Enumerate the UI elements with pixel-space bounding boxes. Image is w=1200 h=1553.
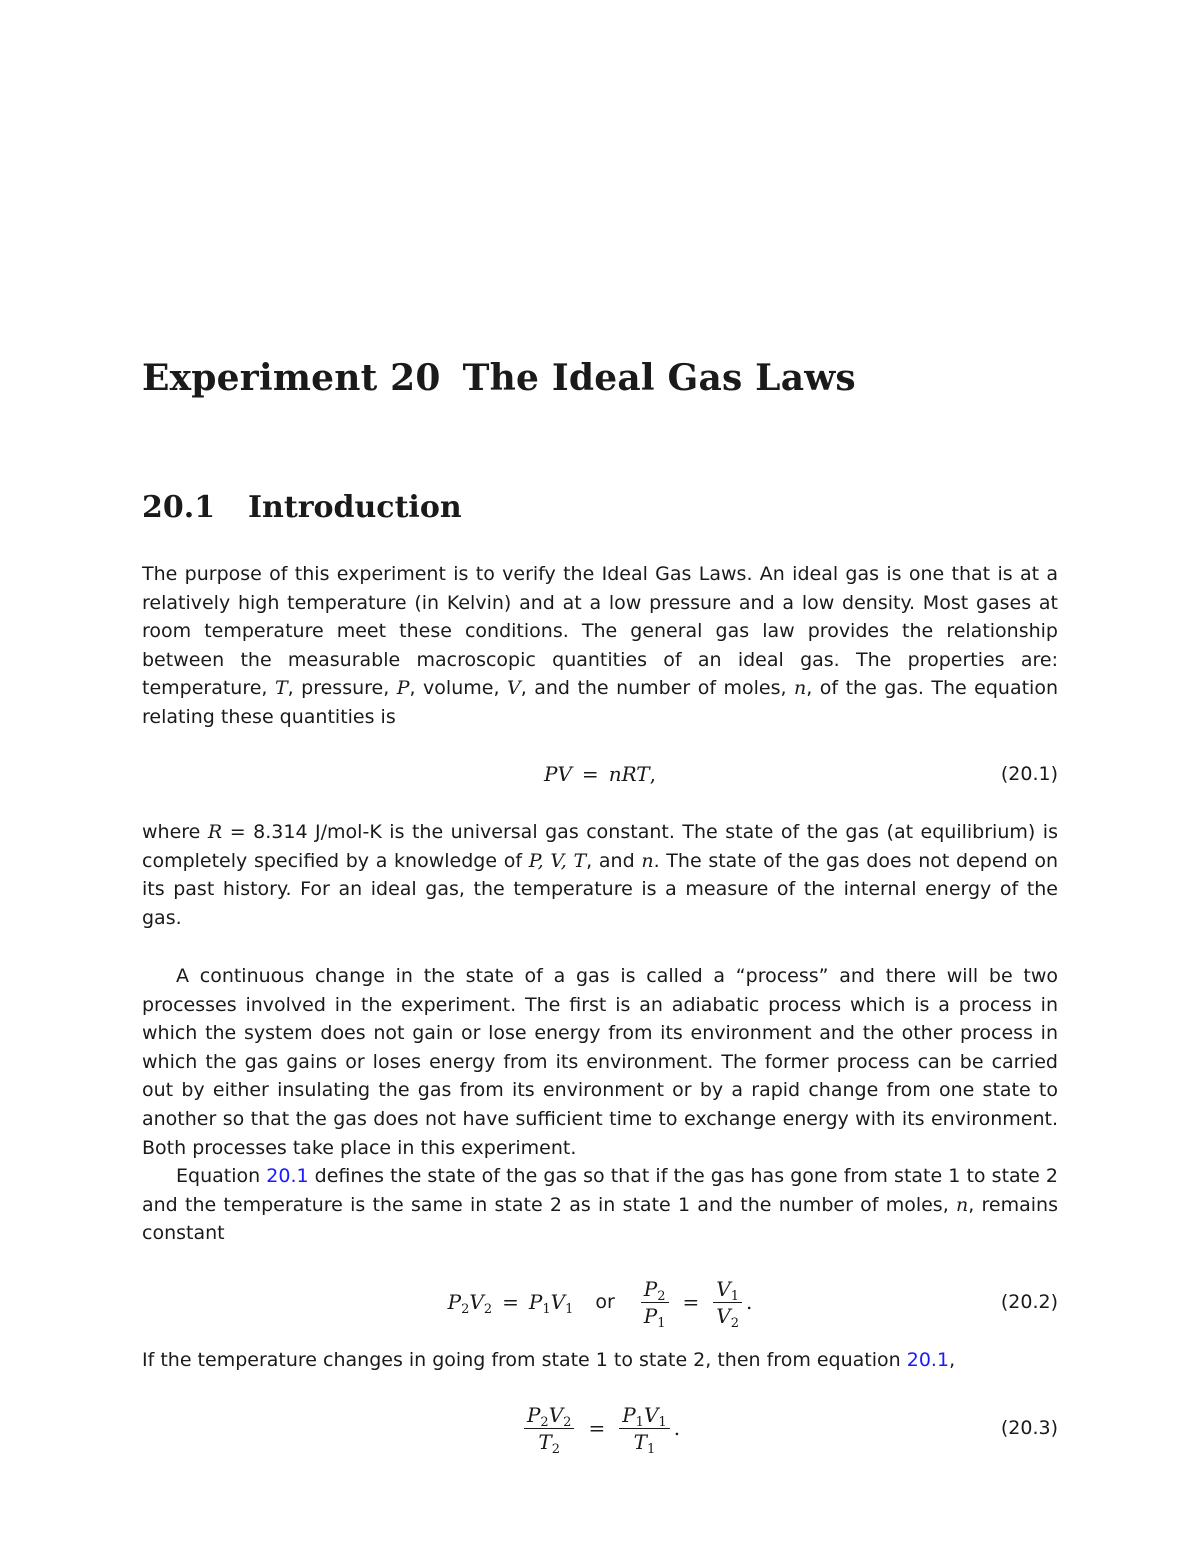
chapter-title-text: The Ideal Gas Laws: [462, 357, 856, 399]
paragraph-temperature-change: [142, 1346, 1058, 1375]
equation-20-3: [142, 1398, 1058, 1458]
equation-body: [142, 1398, 1058, 1458]
math-symbol: P, V, T: [528, 849, 587, 872]
fraction-pressure: $\frac{P_2}{P_1}$: [641, 1278, 669, 1327]
equation-reference-link[interactable]: 20.1: [906, 1349, 950, 1371]
paragraph-text: where: [142, 821, 208, 843]
equals-sign: =: [581, 762, 599, 786]
section-heading: [142, 490, 462, 525]
equation-rhs: $P_1V_1$: [528, 1290, 574, 1317]
equation-number: (20.2): [1000, 1291, 1058, 1313]
equation-lhs: $P_2V_2$: [447, 1290, 493, 1317]
equation-lhs: PV: [544, 762, 572, 786]
paragraph-text: , remains constant: [142, 1193, 1058, 1245]
section-title: Introduction: [248, 490, 462, 525]
paragraph-gas-constant: [142, 818, 1058, 932]
paragraph-state-change: [142, 1162, 1058, 1248]
math-symbol: n: [794, 677, 807, 700]
equals-sign: =: [588, 1416, 606, 1440]
paragraph-text: , pressure,: [287, 677, 397, 700]
equation-punctuation: .: [746, 1290, 753, 1314]
paragraph-intro: [142, 560, 1058, 732]
equals-sign: =: [502, 1290, 519, 1314]
paragraph-text: ,: [949, 1349, 956, 1371]
equation-body: [142, 1272, 1058, 1332]
fraction-volume: $\frac{V_1}{V_2}$: [713, 1278, 742, 1327]
paragraph-text: A continuous change in the state of a gas is called a “process” and there will be two processes involved in the experiment. The first is an adiabatic process which is a process in which the system does not gain or lose energy from its environment and the other process in which the gas gains or loses energy from its environment. The former process can be carried out by either insulating the gas from its environment or by a rapid change from one state to another so that the gas does not have sufficient time to exchange energy with its environment. Both processes take place in this experiment.: [142, 965, 1058, 1159]
equation-number: (20.3): [1000, 1417, 1058, 1439]
paragraph-text: , and the number of moles,: [520, 677, 795, 700]
paragraph-process: [142, 962, 1058, 1162]
paragraph-text: If the temperature changes in going from state 1 to state 2, then from equation: [142, 1349, 907, 1371]
equation-number: (20.1): [1000, 763, 1058, 785]
chapter-title: [142, 357, 856, 399]
equation-rhs: nRT: [608, 762, 650, 786]
paragraph-text: , and: [586, 849, 642, 872]
math-symbol: R: [207, 821, 223, 843]
math-symbol: n: [955, 1193, 969, 1216]
paragraph-text: Equation: [176, 1165, 267, 1187]
or-word: or: [595, 1291, 615, 1313]
math-symbol: P: [396, 677, 410, 700]
paragraph-text: The purpose of this experiment is to verify the Ideal Gas Laws. An ideal gas is one that is at a relatively high temperature (in Kelvin) and at a low pressure and a low density. Most gases at room temperature meet these conditions. The general gas law provides the relationship between the measurable macroscopic quantities of an ideal gas. The properties are: temperature,: [142, 563, 1058, 700]
equation-body: [142, 744, 1058, 804]
equation-reference-link[interactable]: 20.1: [266, 1165, 309, 1187]
equation-punctuation: ,: [649, 762, 656, 786]
paragraph-text: . The state of the gas does not depend on its past history. For an ideal gas, the temperature is a measure of the internal energy of the gas.: [142, 849, 1058, 929]
paragraph-text: = 8.314 J/mol-K is the universal gas constant. The state of the gas (at equilibrium) is completely specified by a knowledge of: [142, 821, 1058, 872]
paragraph-text: , of the gas. The equation relating these quantities is: [142, 677, 1059, 728]
equation-20-1: [142, 744, 1058, 804]
math-symbol: n: [641, 849, 654, 872]
equals-sign: =: [682, 1290, 700, 1314]
section-number: 20.1: [142, 490, 216, 525]
fraction-state-1: $\frac{P_1V_1}{T_1}$: [619, 1404, 669, 1453]
paragraph-text: , volume,: [409, 677, 507, 700]
paragraph-text: defines the state of the gas so that if the gas has gone from state 1 to state 2 and the temperature is the same in state 2 as in state 1 and the number of moles,: [142, 1165, 1058, 1216]
equation-punctuation: .: [673, 1416, 681, 1440]
math-symbol: T: [274, 677, 288, 700]
chapter-label: Experiment 20: [142, 357, 441, 399]
math-symbol: V: [506, 677, 521, 700]
equation-20-2: [142, 1272, 1058, 1332]
fraction-state-2: $\frac{P_2V_2}{T_2}$: [524, 1404, 574, 1453]
